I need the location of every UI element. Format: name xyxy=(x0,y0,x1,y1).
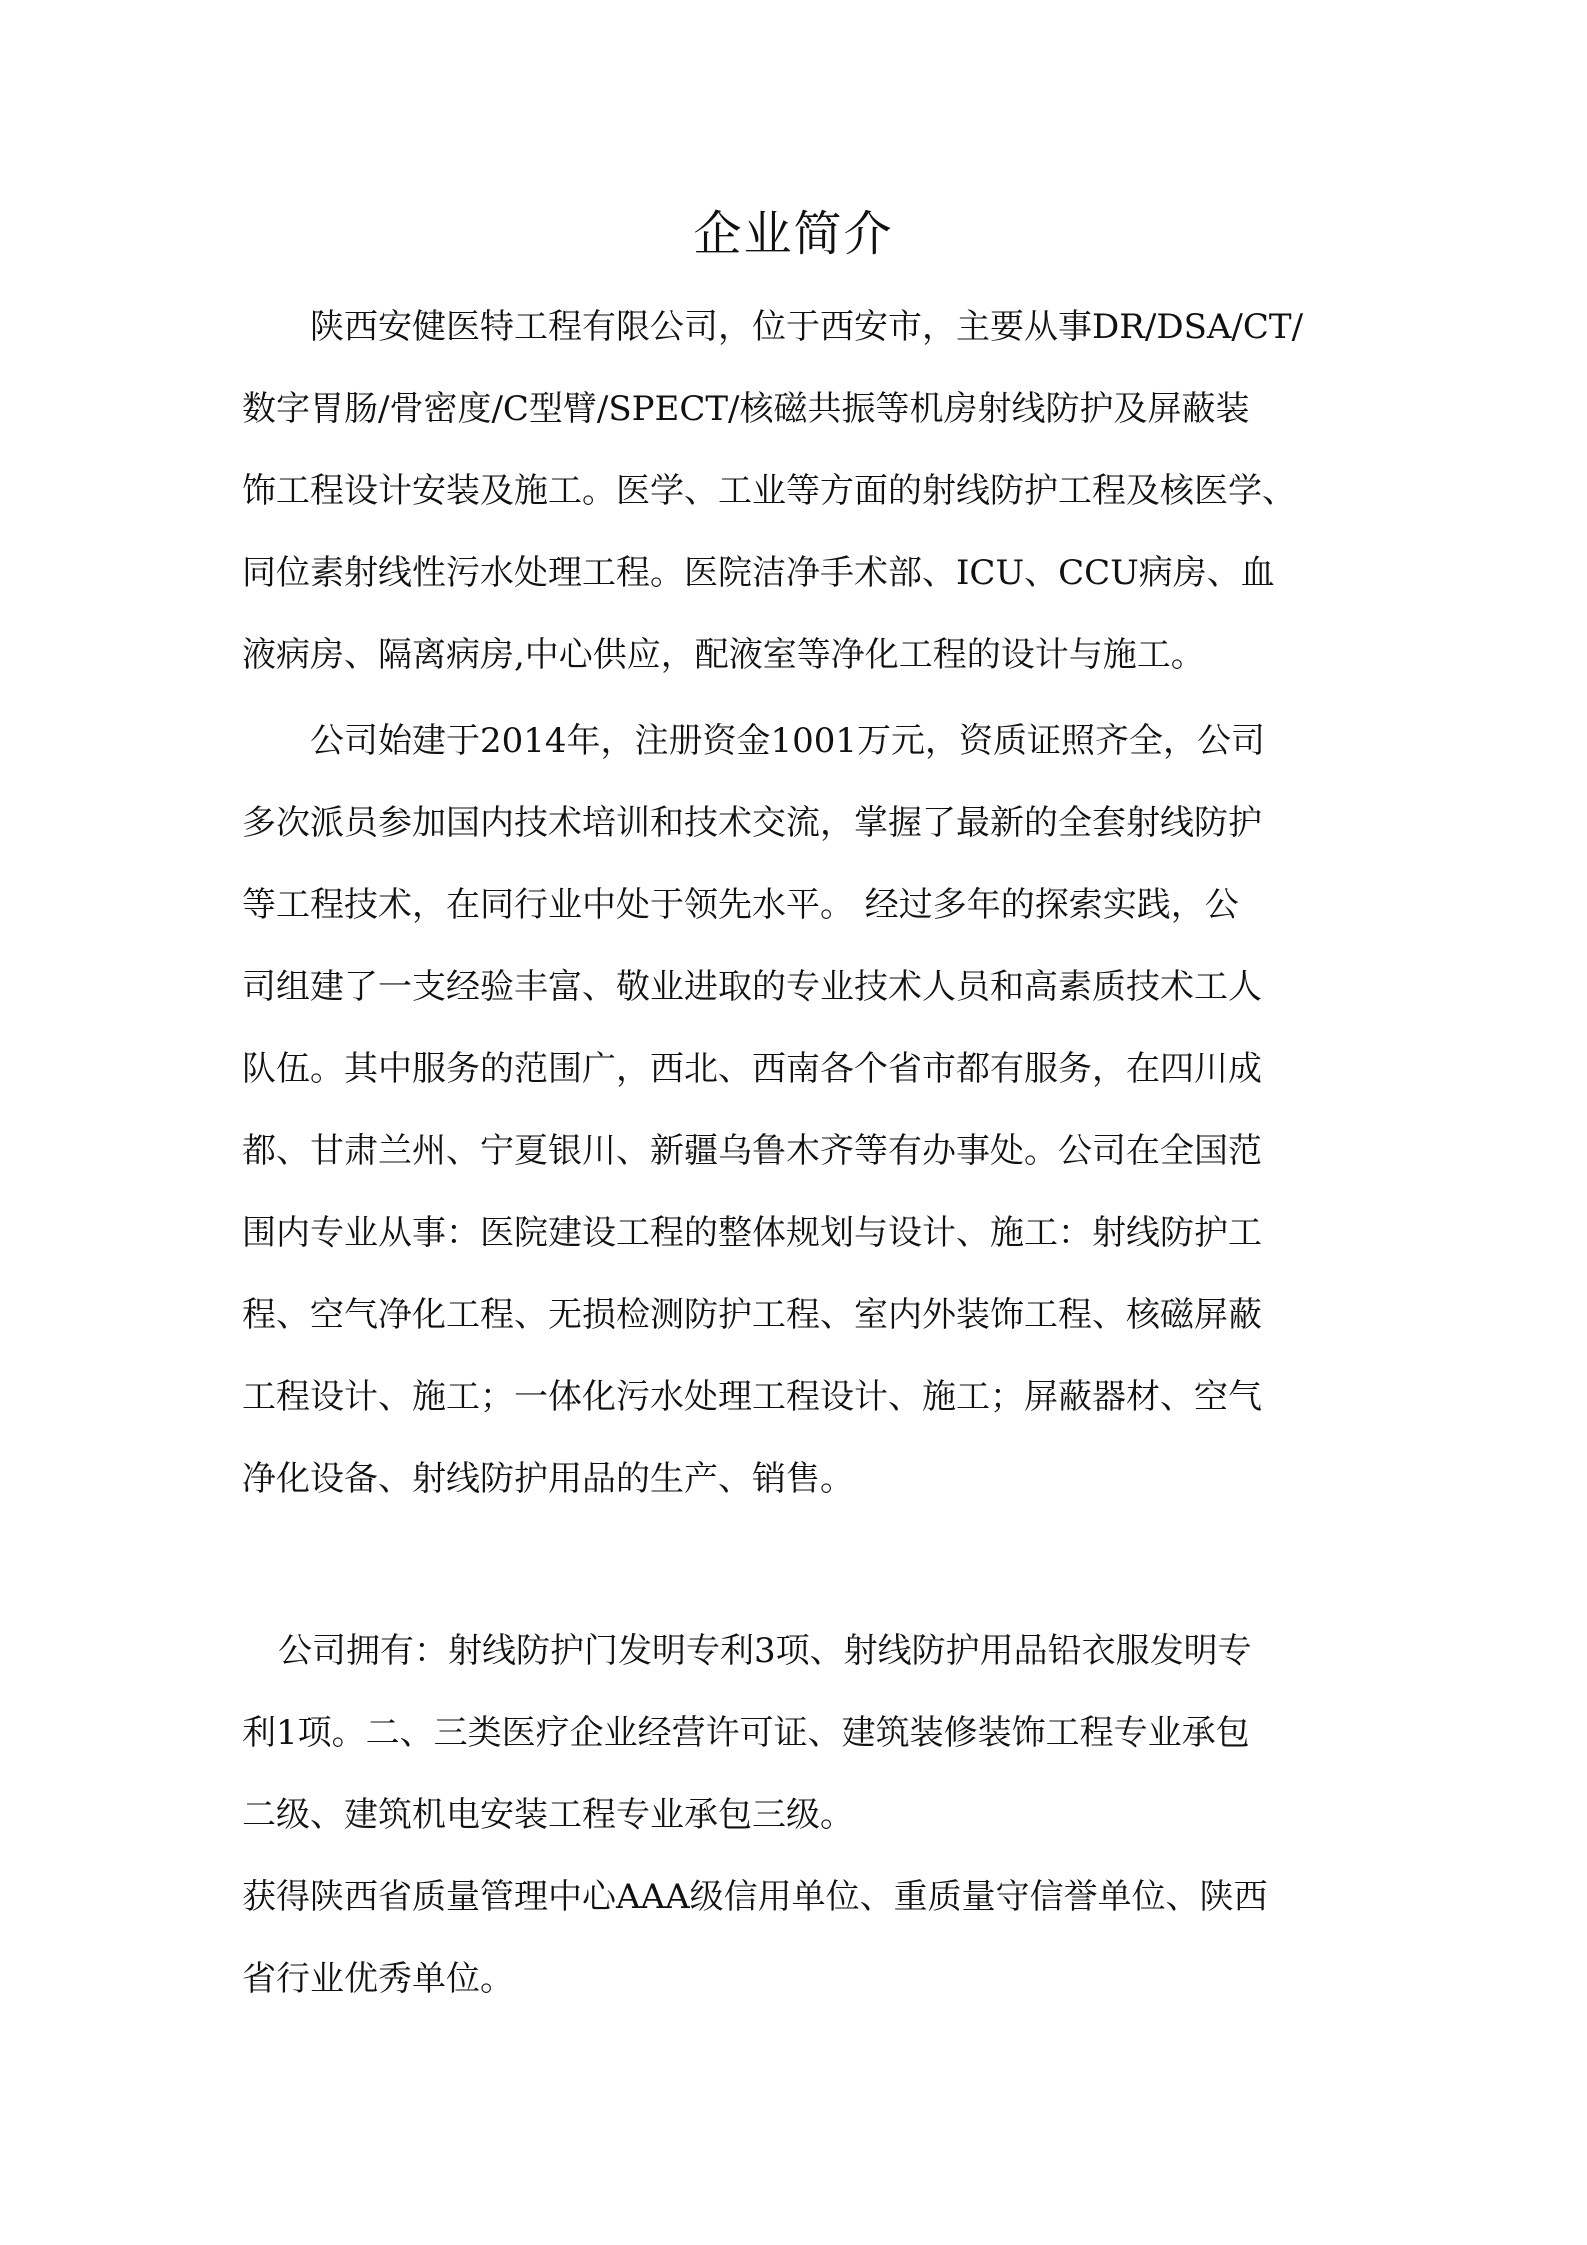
paragraph-line: 净化设备、射线防护用品的生产、销售。 xyxy=(242,1459,854,1499)
paragraph-line: 队伍。其中服务的范围广，西北、西南各个省市都有服务，在四川成 xyxy=(242,1049,1262,1089)
paragraph-line: 程、空气净化工程、无损检测防护工程、室内外装饰工程、核磁屏蔽 xyxy=(242,1295,1262,1335)
qualifications-paragraph xyxy=(242,1610,1352,1856)
paragraph-line: 都、甘肃兰州、宁夏银川、新疆乌鲁木齐等有办事处。公司在全国范 xyxy=(242,1131,1262,1171)
paragraph-line: 获得陕西省质量管理中心AAA级信用单位、重质量守信誉单位、陕西 xyxy=(242,1877,1268,1917)
intro-paragraph xyxy=(242,286,1352,696)
honors-paragraph xyxy=(242,1856,1352,2020)
paragraph-line: 等工程技术，在同行业中处于领先水平。 经过多年的探索实践，公 xyxy=(242,885,1239,925)
paragraph-line: 液病房、隔离病房,中心供应，配液室等净化工程的设计与施工。 xyxy=(242,635,1205,675)
paragraph-line: 司组建了一支经验丰富、敬业进取的专业技术人员和高素质技术工人 xyxy=(242,967,1262,1007)
paragraph-line: 省行业优秀单位。 xyxy=(242,1959,514,1999)
paragraph-line: 多次派员参加国内技术培训和技术交流，掌握了最新的全套射线防护 xyxy=(242,803,1262,843)
paragraph-line: 二级、建筑机电安装工程专业承包三级。 xyxy=(242,1795,854,1835)
paragraph-line: 饰工程设计安装及施工。医学、工业等方面的射线防护工程及核医学、 xyxy=(242,471,1296,511)
paragraph-line: 利1项。二、三类医疗企业经营许可证、建筑装修装饰工程专业承包 xyxy=(242,1713,1250,1753)
paragraph-line: 数字胃肠/骨密度/C型臂/SPECT/核磁共振等机房射线防护及屏蔽装 xyxy=(242,389,1250,429)
paragraph-line: 公司拥有：射线防护门发明专利3项、射线防护用品铅衣服发明专 xyxy=(278,1631,1252,1671)
paragraph-line: 围内专业从事：医院建设工程的整体规划与设计、施工：射线防护工 xyxy=(242,1213,1262,1253)
history-paragraph xyxy=(242,700,1352,1520)
paragraph-line: 陕西安健医特工程有限公司，位于西安市，主要从事DR/DSA/CT/ xyxy=(310,307,1304,347)
paragraph-line: 公司始建于2014年，注册资金1001万元，资质证照齐全，公司 xyxy=(310,721,1266,761)
paragraph-line: 工程设计、施工；一体化污水处理工程设计、施工；屏蔽器材、空气 xyxy=(242,1377,1262,1417)
paragraph-line: 同位素射线性污水处理工程。医院洁净手术部、ICU、CCU病房、血 xyxy=(242,553,1275,593)
page-title: 企业简介 xyxy=(693,206,894,262)
